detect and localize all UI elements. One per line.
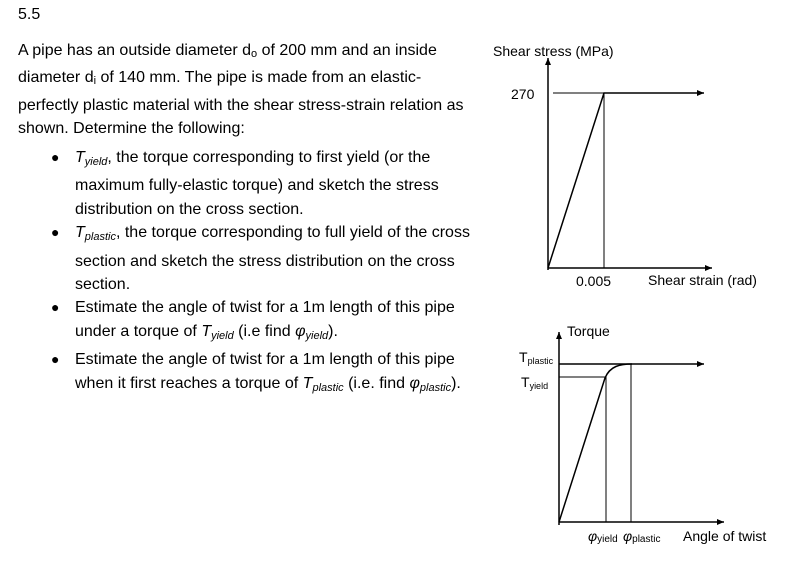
torque-axis-label: Torque bbox=[567, 323, 610, 339]
strain-axis-label: Shear strain (rad) bbox=[648, 272, 757, 288]
yield-strain-tick-label: 0.005 bbox=[576, 273, 612, 289]
stress-strain-chart bbox=[493, 43, 757, 289]
torque-twist-curve bbox=[559, 364, 632, 522]
t-yield-tick-label: Tyield bbox=[521, 374, 549, 391]
bullet-icon: ● bbox=[51, 351, 60, 368]
phi-yield-tick-label: φyield bbox=[588, 528, 618, 545]
stress-axis-label: Shear stress (MPa) bbox=[493, 43, 614, 59]
torque-twist-chart bbox=[519, 323, 766, 545]
task-item: ● Estimate the angle of twist for a 1m length of this pipe when it first reaches a torque of $T_{plastic}$ (i.e. find $\varphi_{plastic}$). bbox=[18, 348, 483, 400]
stress-strain-curve bbox=[548, 93, 611, 268]
task-item: ● Estimate the angle of twist for a 1m length of this pipe under a torque of $T_{yield}$ (i.e find $\varphi_{yield}$). bbox=[18, 296, 483, 348]
bullet-icon: ● bbox=[51, 149, 60, 165]
problem-number: 5.5 bbox=[18, 6, 41, 23]
bullet-icon: ● bbox=[51, 224, 60, 241]
t-plastic-tick-label: Tplastic bbox=[519, 349, 554, 366]
bullet-icon: ● bbox=[51, 299, 60, 316]
problem-statement: A pipe has an outside diameter $d_o$ of 200 mm and an inside diameter $d_i$ of 140 mm. The pipe is made from an elastic- perfectly plastic material with the shear stress-strain relation as shown. Determine the following: bbox=[18, 42, 464, 138]
phi-plastic-tick-label: φplastic bbox=[623, 528, 661, 545]
task-item: ● $T_{plastic}$, the torque corresponding to full yield of the cross section and sketch the stress distribution on the cross section. bbox=[18, 221, 483, 296]
twist-axis-label: Angle of twist bbox=[683, 528, 767, 544]
yield-stress-tick-label: 270 bbox=[511, 86, 535, 102]
task-item: ● $T_{yield}$, the torque corresponding to first yield (or the maximum fully-elastic torque) and sketch the stress distribution on the cross section. bbox=[18, 146, 483, 221]
